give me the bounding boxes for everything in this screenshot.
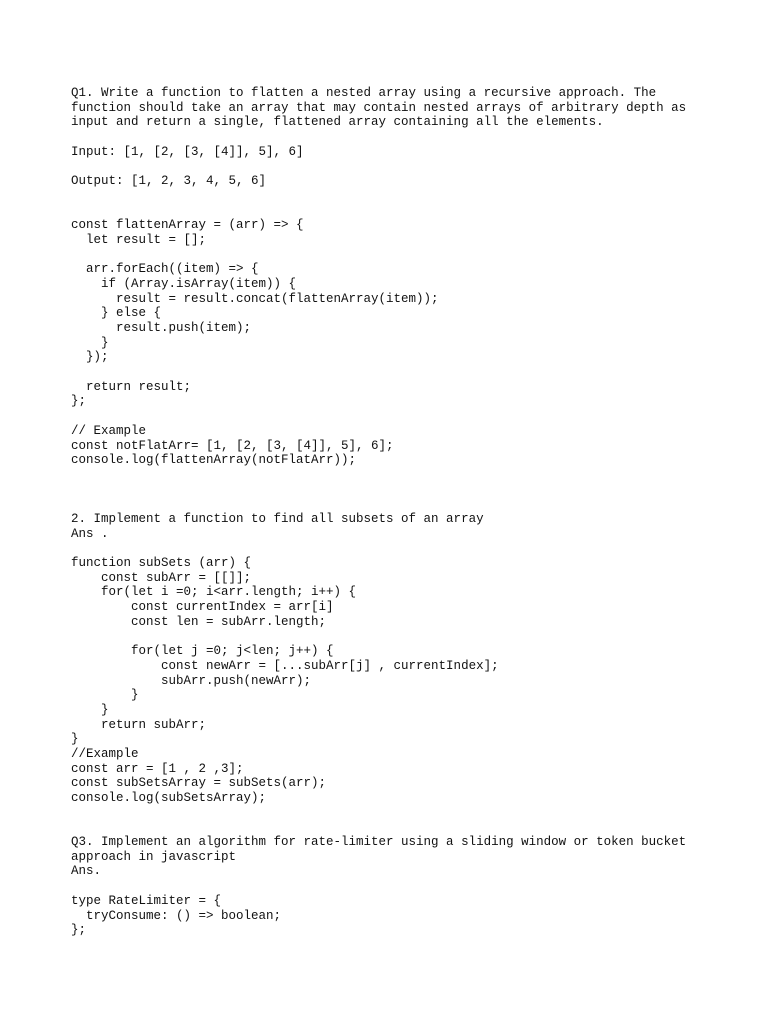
text-line: let result = []; — [71, 232, 207, 247]
text-line: function subSets (arr) { — [71, 556, 252, 570]
text-line: return subArr; — [71, 717, 207, 732]
text-line: console.log(flattenArray(notFlatArr)); — [71, 453, 357, 468]
text-line: for(let i =0; i<arr.length; i++) { — [71, 585, 357, 600]
text-line: tryConsume: () => boolean; — [71, 908, 282, 923]
text-line — [71, 204, 731, 219]
text-line: Input: [1, [2, [3, [4]], 5], 6] — [71, 144, 304, 159]
text-line: //Example — [71, 746, 139, 761]
text-line — [71, 409, 731, 424]
text-line — [71, 497, 731, 512]
text-line — [71, 541, 731, 556]
text-line — [71, 806, 731, 821]
text-line: }); — [71, 350, 109, 365]
text-line: const notFlatArr= [1, [2, [3, [4]], 5], 6]; — [71, 438, 394, 453]
text-line: Q3. Implement an algorithm for rate-limiter using a sliding window or token bucket — [71, 835, 687, 850]
text-line: const subSetsArray = subSets(arr); — [71, 776, 327, 791]
text-line: console.log(subSetsArray); — [71, 791, 267, 805]
text-line: }; — [71, 394, 87, 409]
text-line: } — [71, 732, 79, 747]
text-line: result = result.concat(flattenArray(item)); — [71, 291, 439, 306]
text-line: type RateLimiter = { — [71, 893, 222, 908]
text-line — [71, 365, 731, 380]
text-line — [71, 629, 731, 644]
text-line — [71, 130, 731, 145]
text-line: const flattenArray = (arr) => { — [71, 218, 304, 233]
text-line — [71, 483, 731, 498]
text-line: Ans. — [71, 864, 102, 879]
text-line: } — [71, 702, 109, 717]
text-line: function should take an array that may contain nested arrays of arbitrary depth as — [71, 100, 687, 115]
text-line: if (Array.isArray(item)) { — [71, 276, 297, 291]
text-line: for(let j =0; j<len; j++) { — [71, 644, 334, 659]
text-line: const currentIndex = arr[i] — [71, 600, 334, 615]
text-line: input and return a single, flattened array containing all the elements. — [71, 115, 604, 130]
text-line — [71, 159, 731, 174]
text-line: 2. Implement a function to find all subsets of an array — [71, 511, 484, 526]
text-line: // Example — [71, 423, 147, 438]
text-line: subArr.push(newArr); — [71, 673, 312, 688]
text-line: const subArr = [[]]; — [71, 570, 252, 585]
text-line: const newArr = [...subArr[j] , currentIndex]; — [71, 658, 499, 673]
text-line: const arr = [1 , 2 ,3]; — [71, 761, 244, 776]
text-line: } — [71, 688, 139, 703]
text-line: Q1. Write a function to flatten a nested array using a recursive approach. The — [71, 86, 657, 100]
text-line — [71, 820, 731, 835]
text-line: } — [71, 335, 109, 350]
text-line: Output: [1, 2, 3, 4, 5, 6] — [71, 174, 267, 189]
text-line: return result; — [71, 379, 192, 394]
text-line: arr.forEach((item) => { — [71, 262, 259, 277]
text-line: approach in javascript — [71, 849, 237, 864]
text-line — [71, 248, 731, 263]
text-line — [71, 879, 731, 894]
text-line — [71, 468, 731, 483]
text-line: const len = subArr.length; — [71, 614, 327, 629]
text-line: result.push(item); — [71, 321, 252, 335]
document-page — [71, 86, 731, 938]
text-line — [71, 189, 731, 204]
text-line: } else { — [71, 306, 162, 321]
text-line: }; — [71, 923, 87, 938]
text-line: Ans . — [71, 526, 109, 541]
